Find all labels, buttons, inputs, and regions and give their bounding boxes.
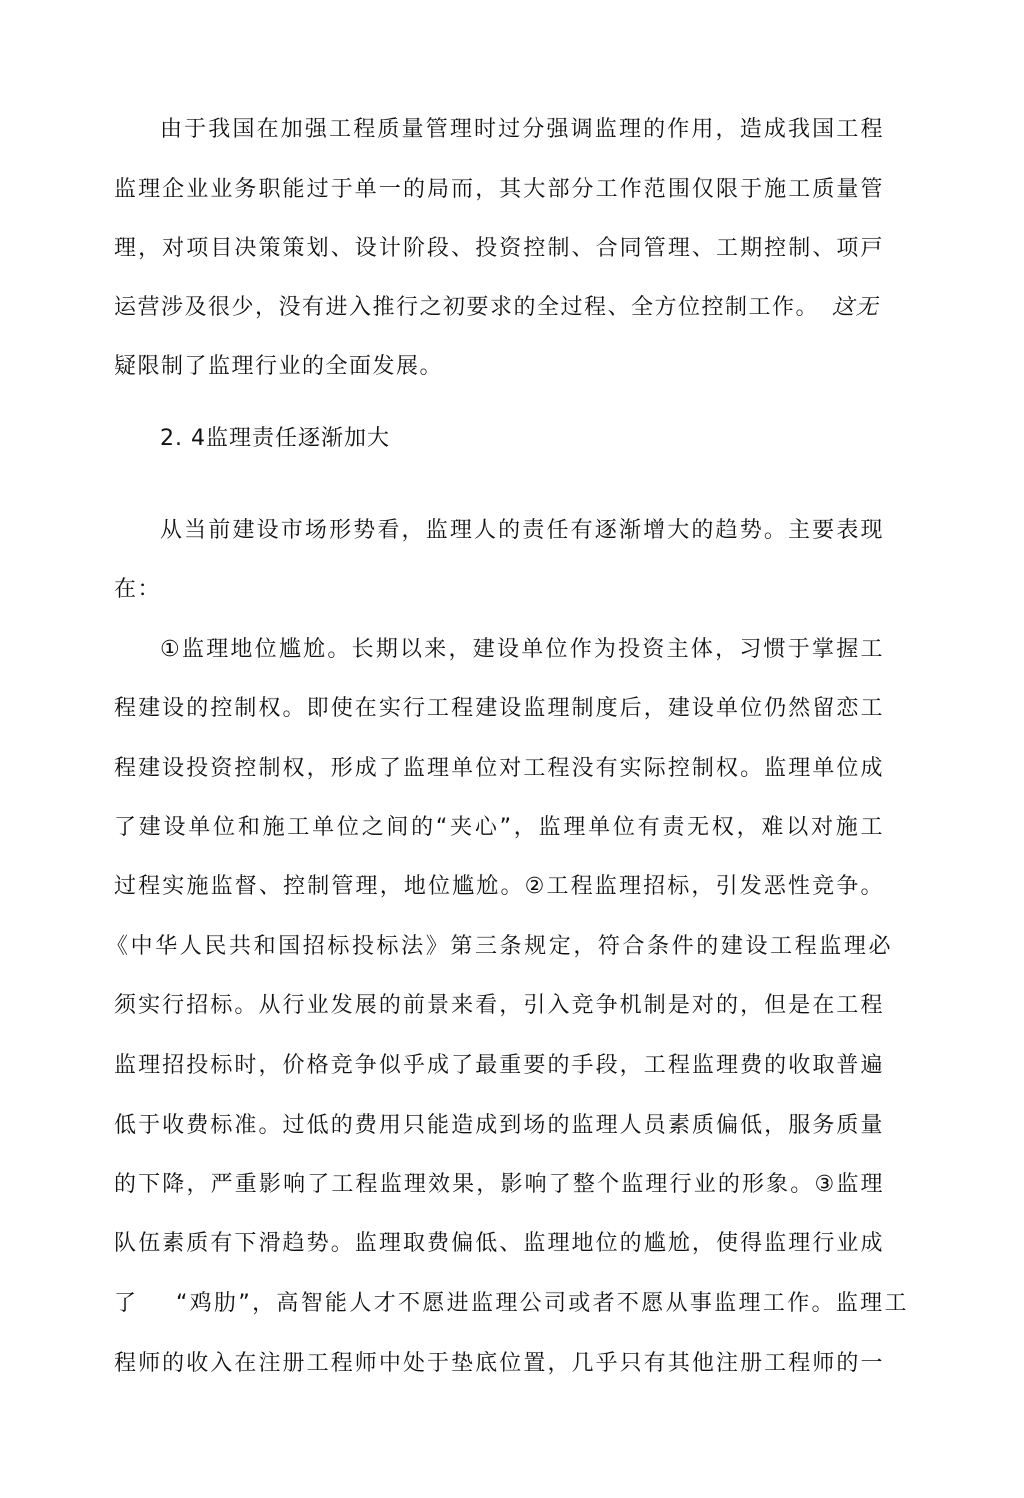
- text-line: 低于收费标准。过低的费用只能造成到场的监理人员素质偏低，服务质量: [114, 1113, 884, 1138]
- text-line: 过程实施监督、控制管理，地位尴尬。②工程监理招标，引发恶性竞争。: [114, 874, 884, 899]
- text-line: 《中华人民共和国招标投标法》第三条规定，符合条件的建设工程监理必: [106, 934, 892, 959]
- text-line: 在：: [114, 577, 162, 602]
- text-line: 监理企业业务职能过于单一的局而，其大部分工作范围仅限于施工质量管: [114, 177, 884, 202]
- text-line: 程师的收入在注册工程师中处于垫底位置，几乎只有其他注册工程师的一: [114, 1351, 884, 1376]
- text-line: 了: [114, 1291, 138, 1316]
- text-line: 监理招投标时，价格竞争似乎成了最重要的手段，工程监理费的收取普遍: [114, 1053, 884, 1078]
- text-line: ①监理地位尴尬。长期以来，建设单位作为投资主体，习惯于掌握工: [160, 637, 884, 662]
- text-line: 疑限制了监理行业的全面发展。: [114, 354, 444, 379]
- text-line: 从当前建设市场形势看，监理人的责任有逐渐增大的趋势。主要表现: [160, 518, 884, 543]
- text-line: 程建设投资控制权，形成了监理单位对工程没有实际控制权。监理单位成: [114, 756, 884, 781]
- text-line: 队伍素质有下滑趋势。监理取费偏低、监理地位的尴尬，使得监理行业成: [114, 1231, 884, 1256]
- text-line: 由于我国在加强工程质量管理时过分强调监理的作用，造成我国工程: [160, 117, 884, 142]
- text-line: “鸡肋”，高智能人才不愿进监理公司或者不愿从事监理工作。监理工: [176, 1291, 908, 1316]
- text-line: 运营涉及很少，没有进入推行之初要求的全过程、全方位控制工作。: [114, 295, 820, 320]
- text-line: 理，对项目决策策划、设计阶段、投资控制、合同管理、工期控制、项戸: [114, 236, 884, 261]
- text-line: 的下降，严重影响了工程监理效果，影响了整个监理行业的形象。③监理: [114, 1172, 884, 1197]
- text-line: 须实行招标。从行业发展的前景来看，引入竞争机制是对的，但是在工程: [114, 993, 884, 1018]
- text-line: 程建设的控制权。即使在实行工程建设监理制度后，建设单位仍然留恋工: [114, 696, 884, 721]
- section-heading: 2. 4监理责任逐渐加大: [160, 426, 390, 451]
- text-line: 了建设单位和施工单位之间的“夹心”，监理单位有责无权，难以对施工: [114, 815, 884, 840]
- text-line-italic: 这无: [832, 295, 880, 320]
